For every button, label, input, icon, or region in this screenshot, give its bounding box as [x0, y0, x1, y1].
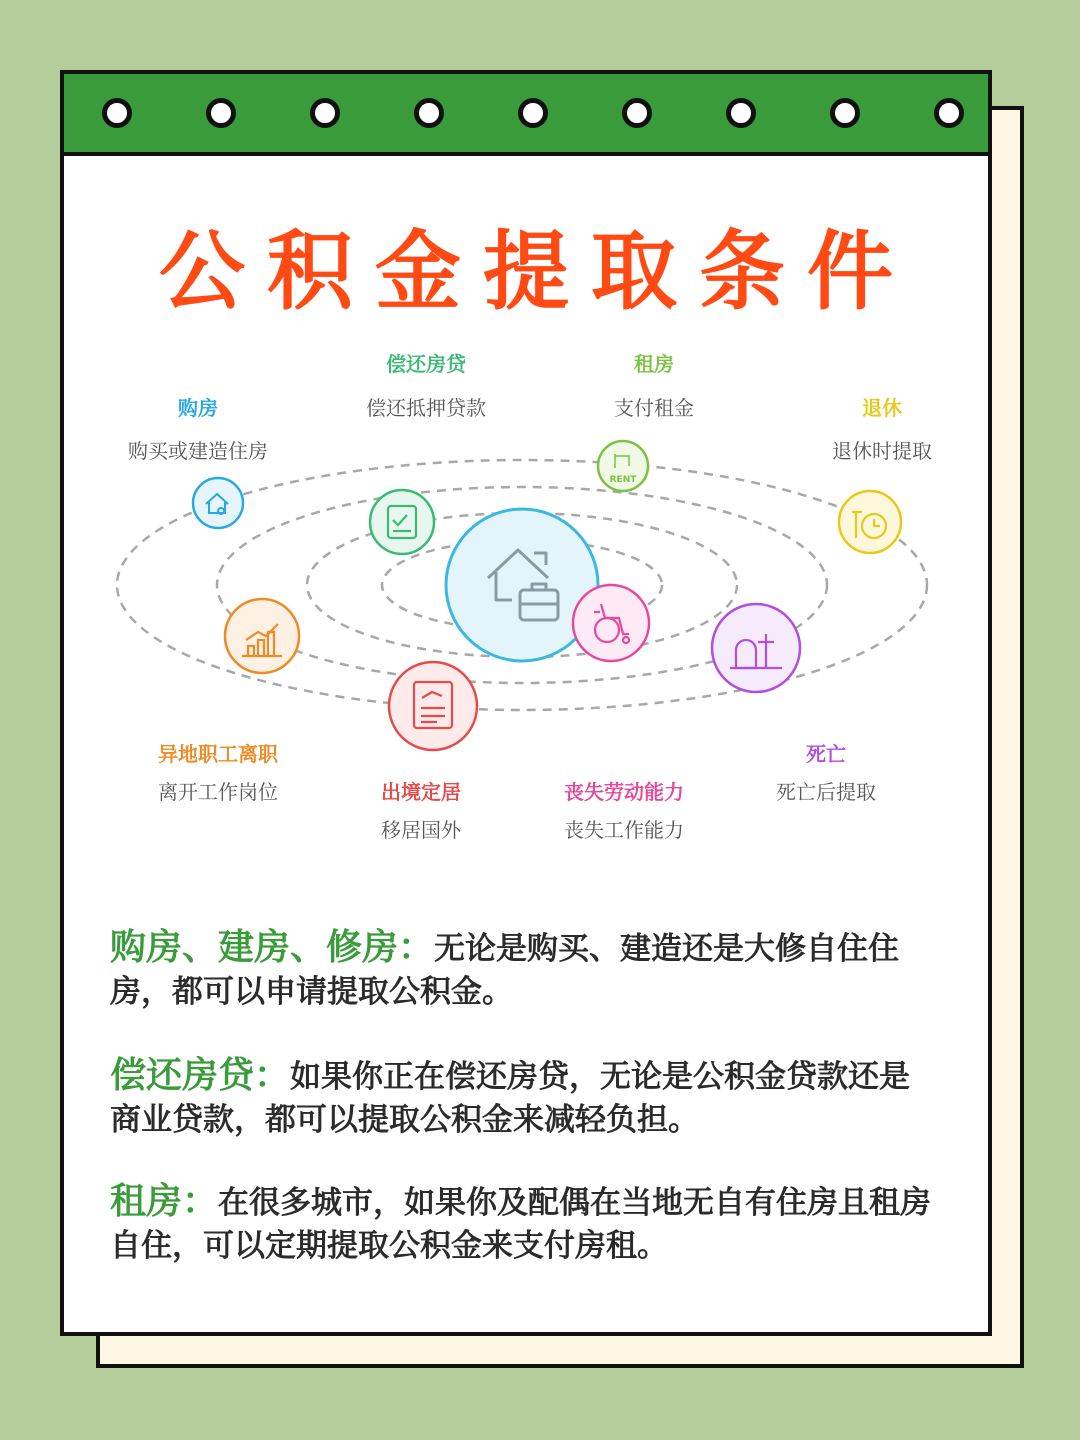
node-desc-disability: 丧失工作能力: [564, 818, 684, 842]
node-disability: [573, 585, 649, 661]
node-rent: [598, 441, 648, 491]
page-title: 公积金提取条件: [159, 222, 915, 322]
node-retire: [839, 491, 901, 553]
paragraph-rent: [110, 1180, 940, 1268]
node-desc-repay: 偿还抵押贷款: [366, 396, 486, 420]
node-desc-death: 死亡后提取: [776, 780, 876, 804]
paragraph-text: 如果你正在偿还房贷，无论是公积金贷款还是商业贷款，都可以提取公积金来减轻负担。: [110, 1059, 911, 1138]
paragraph-text: 无论是购买、建造还是大修自住住房，都可以申请提取公积金。: [110, 931, 900, 1010]
paragraph-key: 偿还房贷：: [110, 1055, 291, 1096]
node-desc-buy: 购买或建造住房: [128, 439, 268, 463]
node-title-buy: 购房: [178, 396, 218, 420]
paragraph-repay: [110, 1054, 940, 1142]
node-desc-retire: 退休时提取: [832, 439, 932, 463]
node-emigrate: [389, 662, 477, 750]
paragraph-key: 购房、建房、修房：: [110, 927, 435, 968]
node-death: [712, 604, 800, 692]
paragraph-key: 租房：: [110, 1181, 219, 1222]
node-title-disability: 丧失劳动能力: [564, 780, 684, 804]
node-desc-emigrate: 移居国外: [381, 818, 461, 842]
node-title-emigrate: 出境定居: [381, 780, 461, 804]
node-repay: [370, 490, 434, 554]
svg-text:RENT: RENT: [609, 475, 637, 485]
paragraph-buy: [110, 926, 940, 1014]
node-relocate: [225, 599, 299, 673]
node-title-repay: 偿还房贷: [386, 352, 466, 376]
node-desc-rent: 支付租金: [614, 396, 694, 420]
node-title-rent: 租房: [634, 352, 674, 376]
node-title-relocate: 异地职工离职: [158, 742, 278, 766]
node-title-retire: 退休: [862, 396, 902, 420]
node-buy: [193, 478, 243, 528]
node-desc-relocate: 离开工作岗位: [158, 780, 278, 804]
paragraph-text: 在很多城市，如果你及配偶在当地无自有住房且租房自住，可以定期提取公积金来支付房租。: [110, 1185, 932, 1264]
node-title-death: 死亡: [806, 742, 846, 766]
